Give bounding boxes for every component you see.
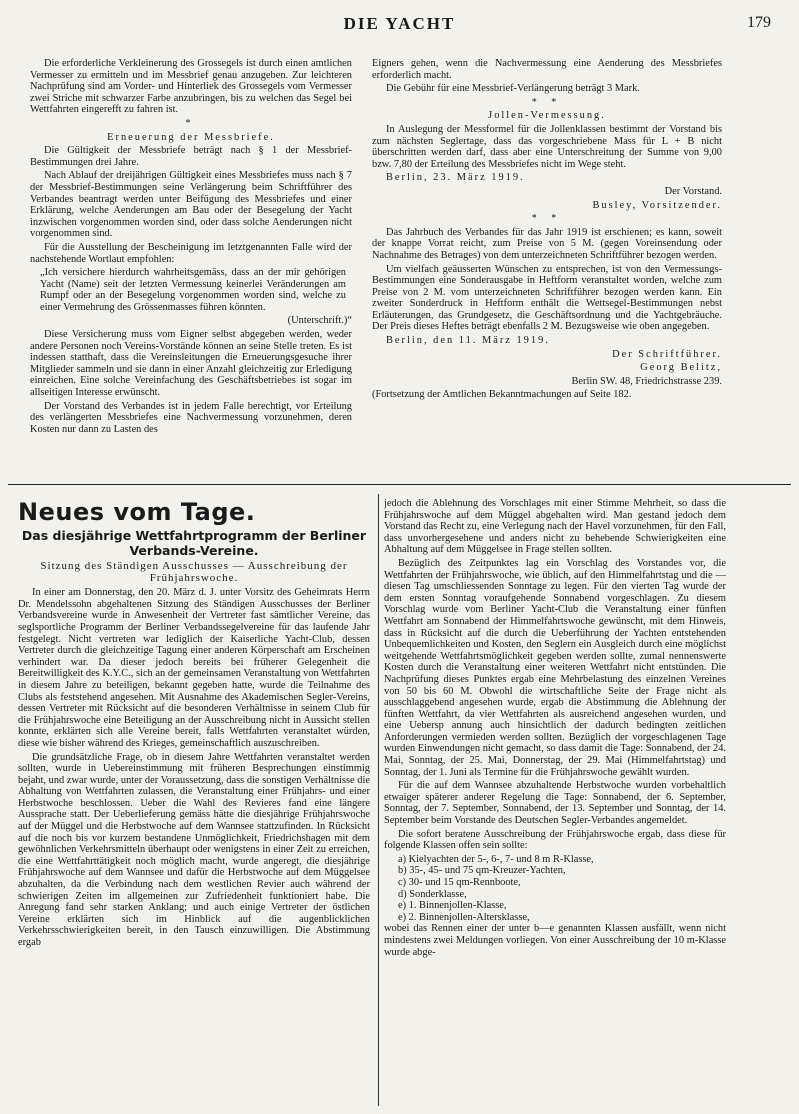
paragraph: Für die Ausstellung der Bescheinigung im letztgenannten Falle wird der nachstehende Wortlaut empfohlen:: [30, 241, 352, 265]
list-item: e) 2. Binnenjollen-Altersklasse,: [398, 911, 530, 923]
paragraph: Die grundsätzliche Frage, ob in diesem Jahre Wettfahrten veranstaltet werden sollten, wurde in Uebereinstimmung mit früheren Besprechungen einstimmig bejaht, und zwar wurde, unter der Voraussetzung, dass die sonstigen Verhältnisse die Abhaltung von Wettfahrten zulassen, die Veranstaltung einer Frühjahrs- und einer Herbstwoche beschlossen. Ueber die Wahl des Revieres fand eine längere Aussprache statt. Der Ueberlieferung gemäss hätte die diesjährige Frühjahrswoche auf der Müggel und die Herbstwoche auf dem Wannsee stattzufinden. In Rücksicht auf die noch bis vor kurzem bestandene Unmöglichkeit, Friedrichshagen mit dem gewöhnlichen Verkehrsmitteln überhaupt oder wenigstens in einer Zeit zu erreichen, die eine Wettfahrttätigkeit noch möglich macht, wurde angeregt, die diesjährige Frühjahrswoche auf dem Wannsee und dafür die Herbstwoche auf dem Müggelsee abzuhalten, da die Verbindung nach dem westlichen Revier auch während der schwierigen Zeiten im allgemeinen zur Zufriedenheit funktioniert habe. Die Anregung fand sehr starken Anklang; und auch einige Vertreter der östlichen Vereine erklärten sich im Hinblick auf die augenblicklichen Verkehrsschwierigkeiten bereit, in den Tausch einzuwilligen. Die Abstimmung ergab: [18, 751, 370, 948]
signature-name: Georg Belitz,: [640, 362, 722, 374]
section-heading: Jollen-Vermessung.: [488, 110, 606, 122]
quote-signature: (Unterschrift.)“: [287, 315, 352, 327]
signature-address: Berlin SW. 48, Friedrichstrasse 239.: [571, 375, 722, 387]
paragraph: Um vielfach geäusserten Wünschen zu entsprechen, ist von den Vermessungs-Bestimmungen eine Sonderausgabe in Heftform veranstaltet worden, welche zum Preise von 2 M. vom unterzeichneten Schriftführer bezogen werden kann. Ein zweiter Sonderdruck in Heftform enthält die Wettsegel-Bestimmungen nebst Erläuterungen, das Grundgesetz, die Geschäftsordnung und die Yachtgebräuche. Der Preis dieses Heftes beträgt ebenfalls 2 M. Bezugsweise wie oben angegeben.: [372, 263, 722, 333]
paragraph: Nach Ablauf der dreijährigen Gültigkeit eines Messbriefes muss nach § 7 der Messbrief-Bestimmungen seine Verlängerung beim Schriftführer des Verbandes beantragt werden unter Beifügung des Messbriefes und einer Erklärung, welche Aenderungen am Bau oder der Besegelung der Yacht inzwischen vorgenommen worden sind, oder dass solche Aenderungen nicht vorgenommen sind.: [30, 170, 352, 240]
section-heading: Erneuerung der Messbriefe.: [107, 131, 275, 143]
paragraph: wobei das Rennen einer der unter b—e genannten Klassen ausfällt, wenn nicht mindestens zwei Meldungen vorliegen. Von einer Ausschreibung der 10 m-Klasse wurde abge-: [384, 923, 726, 958]
dateline: Berlin, 23. März 1919.: [386, 172, 525, 184]
separator-stars: * *: [531, 213, 563, 225]
paragraph: In einer am Donnerstag, den 20. März d. J. unter Vorsitz des Geheimrats Herrn Dr. Mendelssohn abgehaltenen Sitzung des Ständigen Ausschusses der Berliner Verbandsvereine wurde in Anwesenheit der Vertreter fast sämtlicher Vereine, das seglsportliche Programm der Berliner Verbandssegelvereine für das laufende Jahr festgelegt. Nicht vertreten war lediglich der Kaiserliche Yacht-Club, dessen Vertreter durch die gleichzeitige Tagung einer anderen Körperschaft am Erscheinen verhindert war. Da dieser jedoch bereits bei früherer Gelegenheit die Bereitwilligkeit des K.Y.C., sich an der gemeinsamen Veranstaltung von Wettfahrten in diesem Jahre zu beteiligen, bekannt gegeben hatte, wurde die Teilnahme des Clubs als feststehend angesehen. Mit Ausnahme des Akademischen Segler-Vereins, dessen Vertreter mit Rücksicht auf die besonderen Verhältnisse in seinem Club für die Frühjahrswoche eine Beteiligung an der Ausschreibung nicht in Aussicht stellen konnte, erklärten sich alle Vereine bereit, falls Wettfahrten veranstaltet würden, diese wie bisher während des Krieges, gemeinschaftlich auszuschreiben.: [18, 587, 370, 749]
paragraph: Die Gültigkeit der Messbriefe beträgt nach § 1 der Messbrief-Bestimmungen drei Jahre.: [30, 145, 352, 168]
paragraph: Die erforderliche Verkleinerung des Grossegels ist durch einen amtlichen Vermesser zu ermitteln und im Messbrief genau anzugeben. Zur leichteren Nachprüfung sind am Vorder- und Hinterliek des Grossegels vom Vermesser zwei Striche mit schwarzer Farbe anzubringen, bis zu welchen das Segel bei Wettfahrten eingerefft zu fahren ist.: [30, 58, 352, 116]
top-left-column: [30, 58, 352, 478]
page-header: [20, 14, 779, 38]
separator-stars: * *: [531, 96, 563, 108]
signature-line: Der Vorstand.: [664, 185, 722, 197]
page-number: 179: [747, 14, 771, 31]
paragraph: Das Jahrbuch des Verbandes für das Jahr 1919 ist erschienen; es kann, soweit der knappe Vorrat reicht, zum Preise von 5 M. (gegen Voreinsendung oder Nachnahme des Betrages) von dem unterzeichneten Schriftführer bezogen werden.: [372, 226, 722, 261]
column-divider: [378, 494, 379, 1106]
quoted-declaration: „Ich versichere hierdurch wahrheitsgemäss, dass an der mir gehörigen Yacht (Name) seit der letzten Vermessung keinerlei Veränderungen am Rumpf oder an der Besegelung vorgenommen worden sind, welche zu einer Vermehrung des Grössenmasses führen könnten.: [40, 267, 346, 313]
paragraph: Die sofort beratene Ausschreibung der Frühjahrswoche ergab, dass diese für folgende Klassen offen sein sollte:: [384, 828, 726, 852]
article-title: Das diesjährige Wettfahrtprogramm der Berliner Verbands-Vereine.: [21, 528, 367, 558]
signature-name: Busley, Vorsitzender.: [592, 199, 722, 211]
paragraph: In Auslegung der Messformel für die Jollenklassen bestimmt der Vorstand bis zum nächsten Seglertage, dass das vorgeschriebene Mass für L + B nicht überschritten werden darf, dass aber eine Unterschreitung der Summe von 9,00 bzw. 7,80 der Erteilung des Messbriefes nicht im Wege steht.: [372, 123, 722, 170]
horizontal-divider: [8, 484, 791, 485]
paragraph: Für die auf dem Wannsee abzuhaltende Herbstwoche wurden vorbehaltlich etwaiger späterer anderer Regelung die Tage: Sonnabend, der 6. September, Sonntag, der 7. September, Sonnabend, der 13. September und Sonntag, der 14. September beim Vorstande des Deutschen Segler-Verbandes angemeldet.: [384, 780, 726, 827]
bottom-right-column: [384, 498, 726, 1108]
list-item: c) 30- und 15 qm-Rennboote,: [398, 877, 521, 888]
list-item: e) 1. Binnenjollen-Klasse,: [398, 900, 507, 912]
paragraph: Der Vorstand des Verbandes ist in jedem Falle berechtigt, vor Erteilung des verlängerten Messbriefes eine Nachvermessung vorzunehmen, deren Kosten nur dann zu Lasten des: [30, 400, 352, 435]
class-list: [384, 854, 726, 924]
bottom-left-column: [18, 498, 370, 1108]
paragraph: Die Gebühr für eine Messbrief-Verlängerung beträgt 3 Mark.: [386, 83, 640, 95]
paragraph: Bezüglich des Zeitpunktes lag ein Vorschlag des Vorstandes vor, die Wettfahrten der Frühjahrswoche, wie üblich, auf den Himmelfahrtstag und die — diesen Tag umschliessenden Sonntage zu legen. Für den vierten Tag wurde der dem ersten Sonntag voraufgehende Sonnabend vorgeschlagen. Zu diesem Vorschlag wurde vom Berliner Yacht-Club die Veranstaltung einer fünften Wettfahrt am Sonnabend der Himmelfahrtswoche gewünscht, mit dem Hinweis, dass in Rücksicht auf die durch die Ueberführung der Yachten entstehenden Unbequemlichkeiten und Kosten, den Seglern ein Ausgleich durch eine möglichst weitgehende Wettfahrtsmöglichkeit gegeben werden sollte, zumal nennenswerte Kosten durch die Veranstaltung einer weiteren Wettfahrt nicht entstünden. Die Nachprüfung dieses Punktes ergab eine Mehrbelastung des einzelnen Vereines von 50 bis 60 M. Obwohl die wirtschaftliche Seite der Frage nicht als ausschlaggebend angesehen wurde, ergab die Abstimmung die Ablehnung der fünften Wettfahrt, da vier Wettfahrten als ausreichend angesehen wurden, und eine Uebersp annung auch hinsichtlich der dadurch bedingten zeitlichen Anforderungen vermieden werden sollten. Bezüglich der vorgeschlagenen Tage wurden Einwendungen nicht gemacht, so dass damit die Tage: Sonnabend, der 24. Mai, Sonntag, der 25. Mai, Donnerstag, der 29. Mai (Himmelfahrtstag) und Sonntag, der 1. Juni als Termine für die Frühjahrswoche gewählt wurden.: [384, 557, 726, 778]
article-subtitle: Sitzung des Ständigen Ausschusses — Ausschreibung der Frühjahrswoche.: [40, 560, 348, 584]
dateline: Berlin, den 11. März 1919.: [386, 335, 550, 347]
separator-stars: *: [185, 117, 197, 129]
list-item: a) Kielyachten der 5-, 6-, 7- und 8 m R-Klasse,: [398, 853, 594, 865]
continuation-note: (Fortsetzung der Amtlichen Bekanntmachungen auf Seite 182.: [372, 389, 632, 401]
top-right-column: [372, 58, 722, 478]
paragraph: Eigners gehen, wenn die Nachvermessung eine Aenderung des Messbriefes erforderlich macht.: [372, 58, 722, 81]
publication-title: DIE YACHT: [343, 14, 456, 33]
signature-line: Der Schriftführer.: [612, 348, 722, 360]
section-headline: Neues vom Tage.: [18, 498, 256, 526]
paragraph: jedoch die Ablehnung des Vorschlages mit einer Stimme Mehrheit, so dass die Frühjahrswoche auf dem Müggel abgehalten wird. Man gestand jedoch dem Vorstand das Recht zu, eine Verlegung nach der Havel vorzunehmen, für den Fall, dass unvorhergesehene und anders nicht zu behebende Schwierigkeiten eine Abhaltung auf dem Müggelsee in Frage stellen sollten.: [384, 498, 726, 556]
paragraph: Diese Versicherung muss vom Eigner selbst abgegeben werden, weder andere Personen noch Vereins-Vorstände können an seine Stelle treten. Es ist indessen statthaft, dass die Vereinsleitungen die Erneuerungsgesuche ihrer Mitglieder sammeln und sie dann in einer Anzahl gleichzeitig zur Erledigung einreichen. Eine solche Vereinfachung des Geschäftsbetriebes ist sogar im allseitigen Interesse erwünscht.: [30, 329, 352, 399]
list-item: b) 35-, 45- und 75 qm-Kreuzer-Yachten,: [398, 865, 566, 877]
list-item: d) Sonderklasse,: [398, 888, 467, 900]
